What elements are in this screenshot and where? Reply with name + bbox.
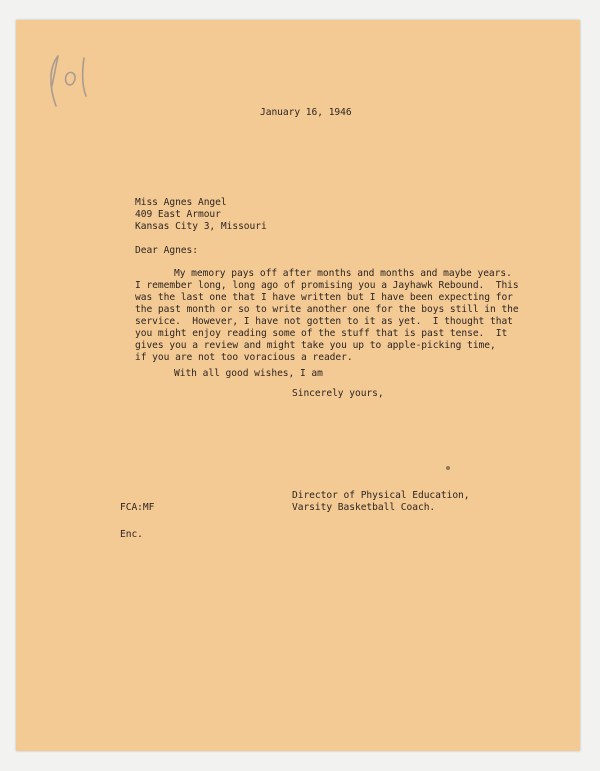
body-line: My memory pays off after months and months and maybe years.	[174, 268, 512, 279]
body-line: was the last one that I have written but I have been expecting for	[135, 292, 513, 303]
recipient-city: Kansas City 3, Missouri	[135, 221, 267, 232]
signature-title-1: Director of Physical Education,	[292, 490, 470, 501]
body-line: I remember long, long ago of promising you a Jayhawk Rebound. This	[135, 280, 519, 291]
body-line: you might enjoy reading some of the stuff that is past tense. It	[135, 328, 508, 339]
closing: Sincerely yours,	[292, 388, 384, 399]
typist-initials: FCA:MF	[120, 502, 155, 513]
ink-dot	[446, 466, 450, 470]
body-line: the past month or so to write another one for the boys still in the	[135, 304, 519, 315]
salutation: Dear Agnes:	[135, 245, 198, 256]
enclosure-note: Enc.	[120, 529, 143, 540]
letter-page	[16, 20, 580, 751]
body-line: gives you a review and might take you up to apple-picking time,	[135, 340, 496, 351]
handwritten-mark	[36, 36, 96, 116]
signature-title-2: Varsity Basketball Coach.	[292, 502, 436, 513]
good-wishes: With all good wishes, I am	[174, 368, 323, 379]
letter-date: January 16, 1946	[260, 107, 352, 118]
body-line: service. However, I have not gotten to it as yet. I thought that	[135, 316, 513, 327]
recipient-name: Miss Agnes Angel	[135, 197, 227, 208]
body-line: if you are not too voracious a reader.	[135, 352, 353, 363]
recipient-street: 409 East Armour	[135, 209, 221, 220]
